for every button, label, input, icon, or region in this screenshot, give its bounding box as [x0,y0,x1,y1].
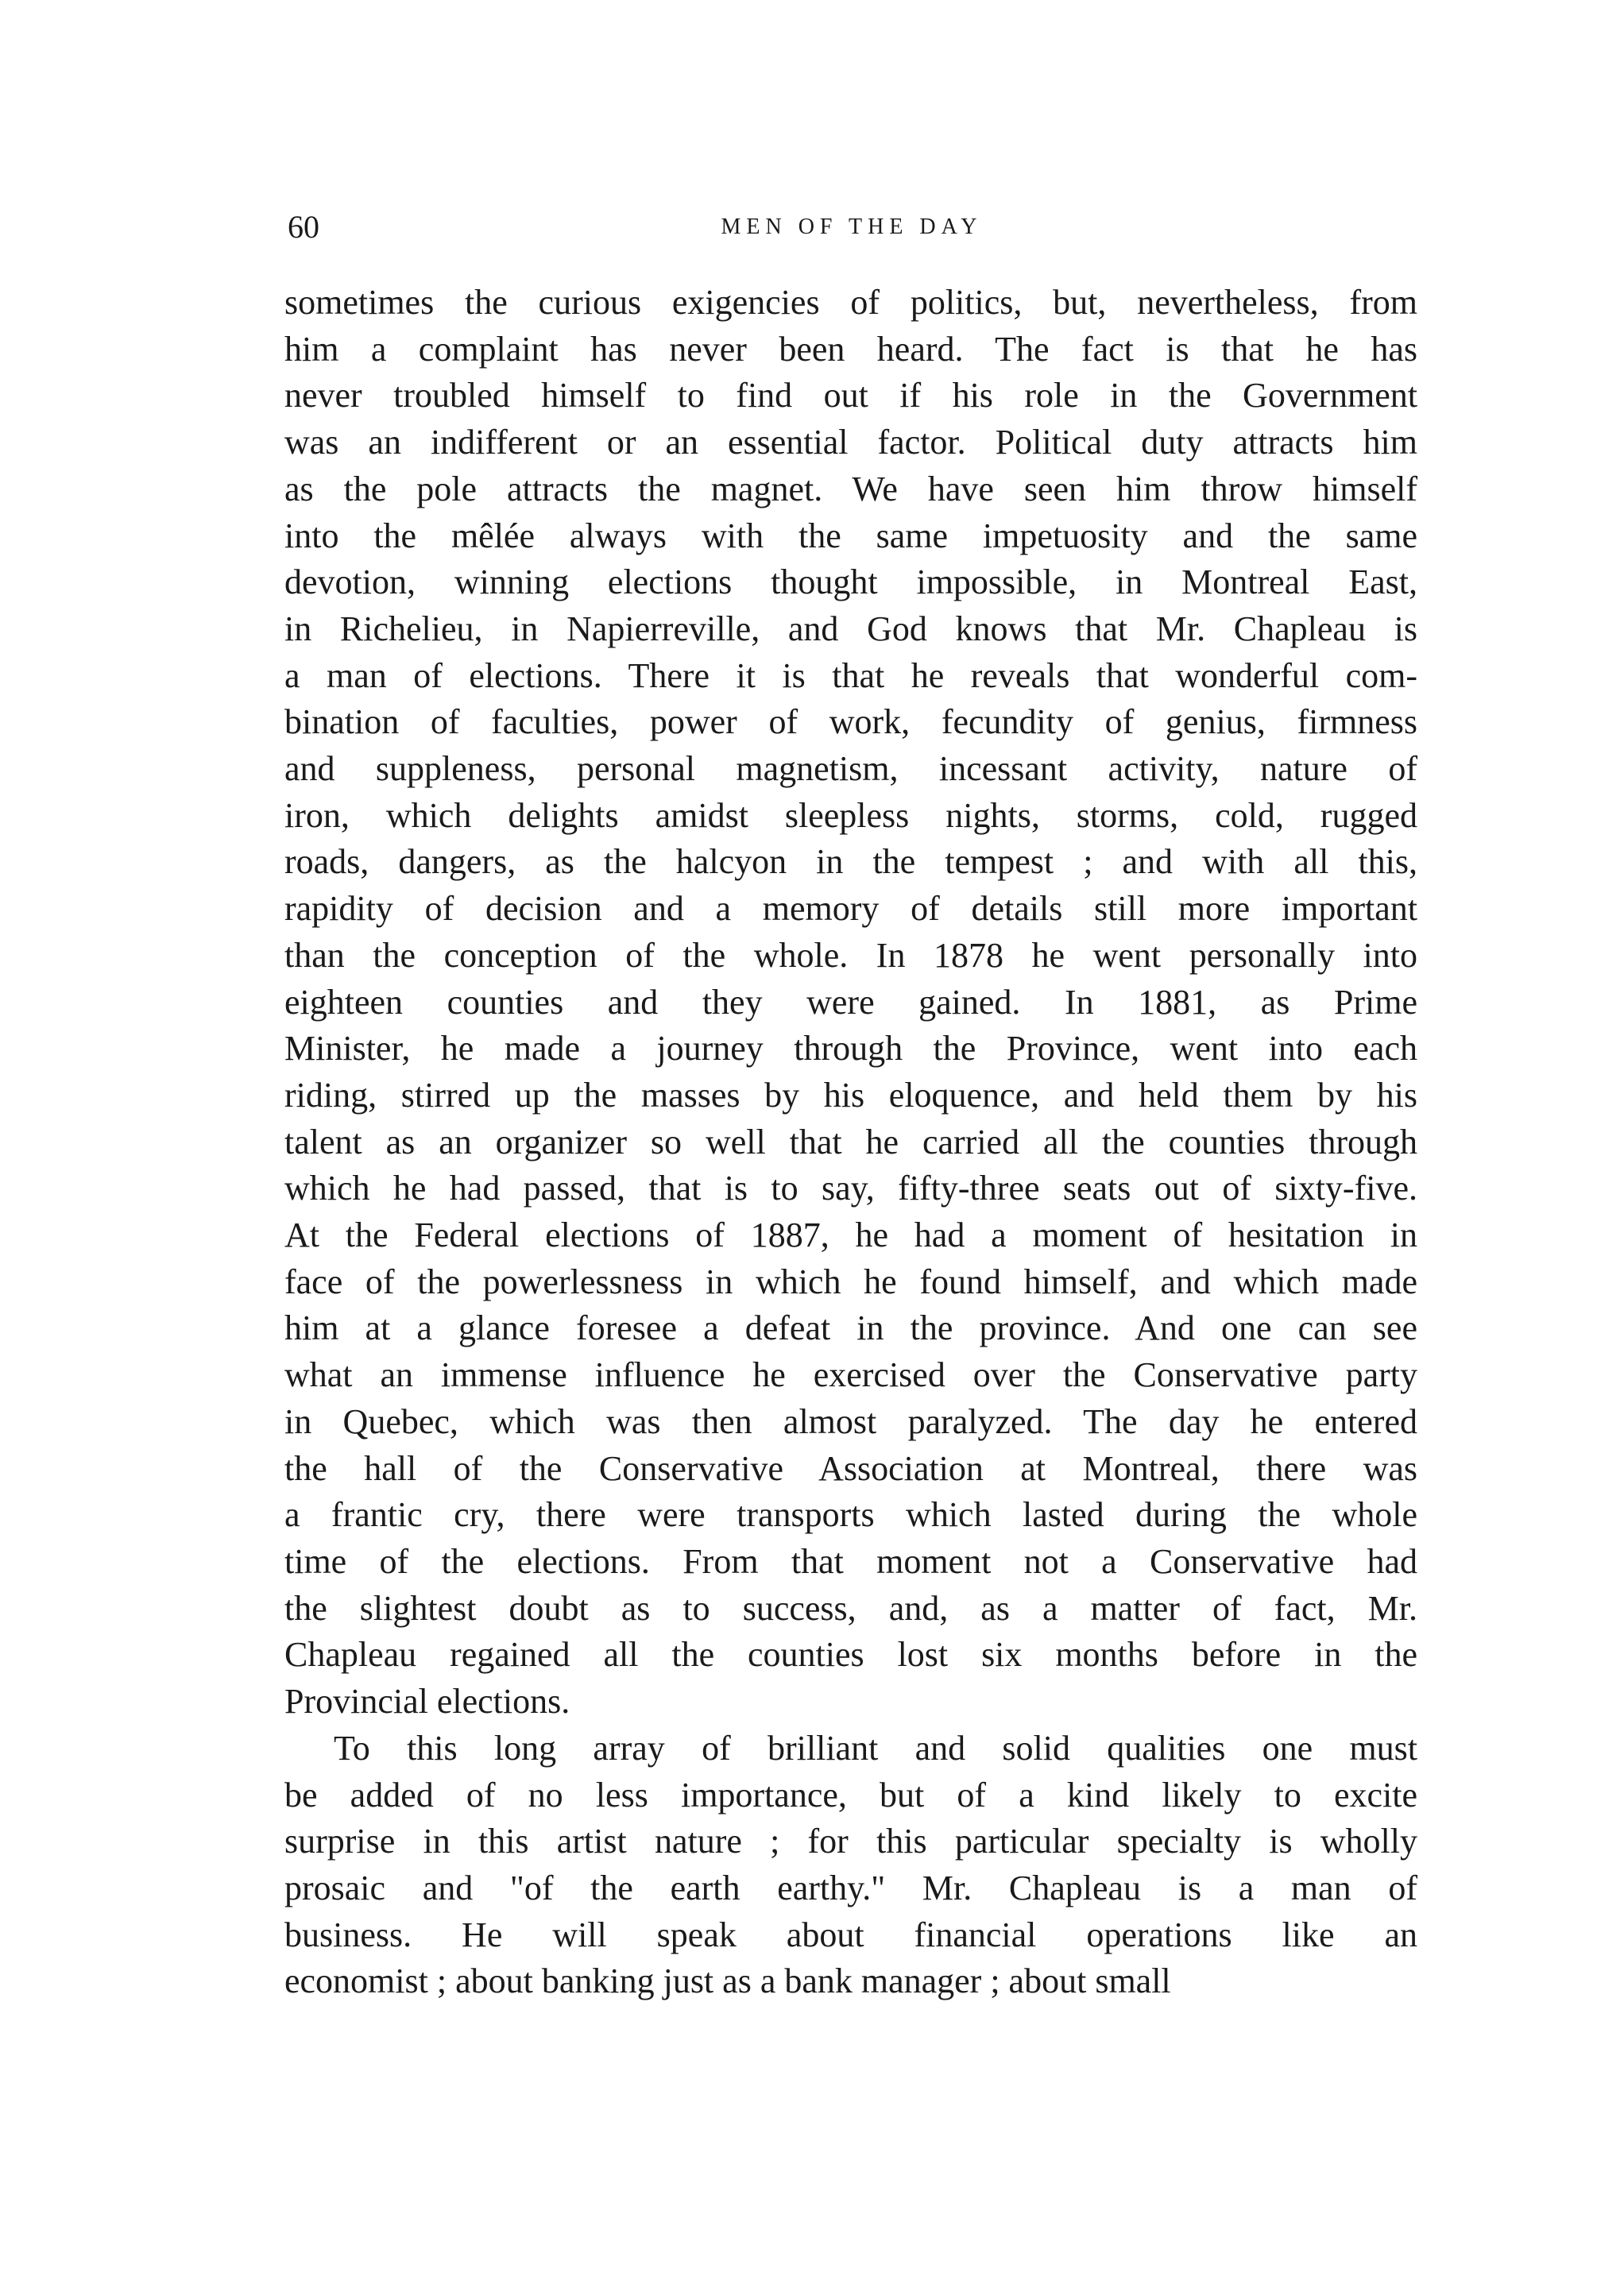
text-line: devotion, winning elections thought impossible, in Montreal East, [284,562,1417,602]
text-line: Provincial elections. [284,1682,570,1722]
text-line: talent as an organizer so well that he carried all the counties through [284,1122,1417,1161]
text-line: rapidity of decision and a memory of details still more important [284,889,1417,929]
paragraph-2 [284,1726,1417,2005]
text-line: which he had passed, that is to say, fifty-three seats out of sixty-five. [284,1169,1417,1208]
text-line: in Quebec, which was then almost paralyzed. The day he entered [284,1401,1417,1441]
text-line: iron, which delights amidst sleepless nights, storms, cold, rugged [284,795,1417,835]
text-line: business. He will speak about financial operations like an [284,1915,1417,1954]
text-line: At the Federal elections of 1887, he had a moment of hesitation in [284,1216,1417,1255]
text-line: the slightest doubt as to success, and, as a matter of fact, Mr. [284,1588,1417,1628]
text-line: Minister, he made a journey through the Province, went into each [284,1029,1417,1069]
text-line: roads, dangers, as the halcyon in the tempest ; and with all this, [284,842,1417,882]
text-line: what an immense influence he exercised over the Conservative party [284,1355,1417,1395]
text-line: face of the powerlessness in which he found himself, and which made [284,1262,1417,1301]
text-line: prosaic and "of the earth earthy." Mr. Chapleau is a man of [284,1868,1417,1907]
text-line: him a complaint has never been heard. The fact is that he has [284,329,1417,369]
text-line: in Richelieu, in Napierreville, and God knows that Mr. Chapleau is [284,609,1417,648]
paragraph-1 [284,280,1417,1726]
text-line: time of the elections. From that moment not a Conservative had [284,1541,1417,1581]
text-line: into the mêlée always with the same impetuosity and the same [284,516,1417,555]
running-head [288,208,1416,246]
page-number: 60 [288,209,319,245]
text-line: be added of no less importance, but of a kind likely to excite [284,1775,1417,1815]
text-line: never troubled himself to find out if his role in the Government [284,376,1417,415]
text-line: eighteen counties and they were gained. In 1881, as Prime [284,982,1417,1022]
body-text [284,280,1417,2005]
text-line: bination of faculties, power of work, fecundity of genius, firmness [284,702,1417,742]
text-line: riding, stirred up the masses by his eloquence, and held them by his [284,1075,1417,1115]
text-line: was an indifferent or an essential factor. Political duty attracts him [284,423,1417,462]
text-line: a frantic cry, there were transports which lasted during the whole [284,1495,1417,1535]
text-line: sometimes the curious exigencies of politics, but, nevertheless, from [284,283,1417,322]
text-line: him at a glance foresee a defeat in the province. And one can see [284,1308,1417,1348]
text-line: Chapleau regained all the counties lost six months before in the [284,1635,1417,1675]
text-line: as the pole attracts the magnet. We have seen him throw himself [284,469,1417,508]
text-line: To this long array of brilliant and solid qualities one must [334,1728,1417,1768]
text-line: surprise in this artist nature ; for this particular specialty is wholly [284,1822,1417,1861]
text-line: and suppleness, personal magnetism, incessant activity, nature of [284,749,1417,789]
text-line: than the conception of the whole. In 1878 he went personally into [284,935,1417,975]
text-line: economist ; about banking just as a bank manager ; about small [284,1961,1171,2001]
text-line: the hall of the Conservative Association at Montreal, there was [284,1448,1417,1488]
running-title: MEN OF THE DAY [721,214,983,239]
text-line: a man of elections. There it is that he reveals that wonderful com- [284,655,1417,695]
